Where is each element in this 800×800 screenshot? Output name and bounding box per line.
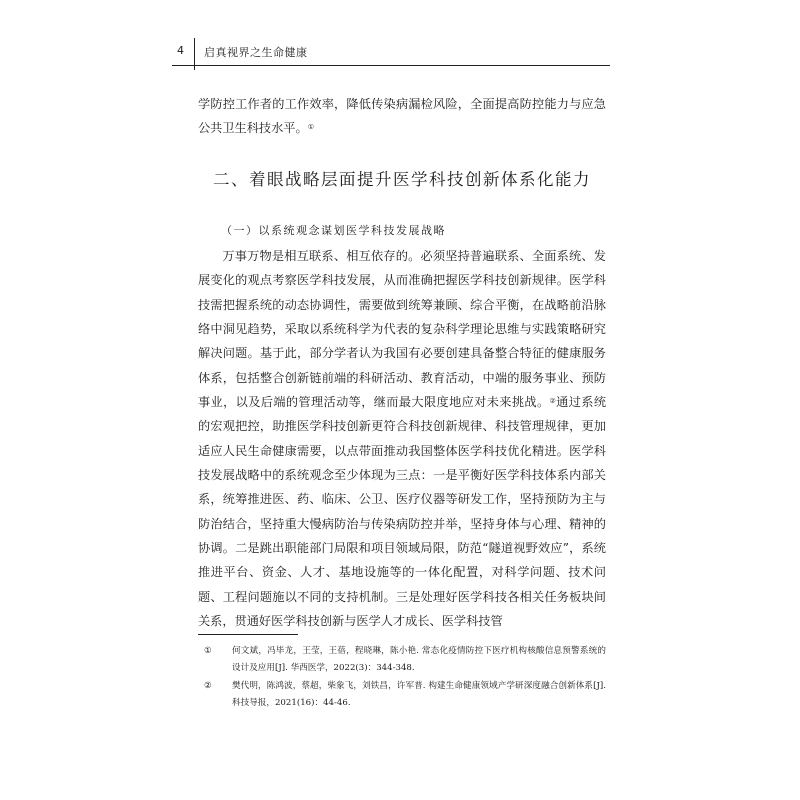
- page-number: 4: [177, 44, 184, 57]
- body-paragraph: [198, 244, 606, 634]
- footnote-rule: [198, 634, 298, 635]
- footnote-text: 樊代明，陈鸿波，蔡超，柴象飞，刘铁昌，许军普. 构建生命健康领域产学研深度融合创新体系[J]. 科技导报，2021(16)：44-46.: [232, 681, 606, 708]
- section-heading: 二、着眼战略层面提升医学科技创新体系化能力: [213, 170, 591, 189]
- intro-text: 学防控工作者的工作效率，降低传染病漏检风险，全面提高防控能力与应急公共卫生科技水平。: [198, 97, 606, 136]
- subsection-heading: （一）以系统观念谋划医学科技发展战略: [221, 224, 446, 237]
- running-title: 启真视界之生命健康: [204, 46, 308, 59]
- intro-paragraph: [198, 92, 606, 141]
- footnote-mark: ②: [204, 681, 212, 691]
- footnotes: [198, 643, 606, 713]
- footnote: [198, 678, 606, 711]
- footnote-text: 何文斌，冯毕龙，王莹，王蓓，程晓琳，陈小艳. 常态化疫情防控下医疗机构核酸信息预警系统的设计及应用[J]. 华西医学，2022(3)：344-348.: [232, 646, 606, 673]
- header-rule: [172, 65, 610, 66]
- body-text-2: 通过系统的宏观把控，助推医学科技创新更符合科技创新规律、科技管理规律，更加适应人民生命健康需要，以点带面推动我国整体医学科技优化精进。医学科技发展战略中的系统观念至少体现为三点：一是平衡好医学科技体系内部关系，统筹推进医、药、临床、公卫、医疗仪器等研发工作，坚持预防为主与防治结合，坚持重大慢病防治与传染病防控并举，坚持身体与心理、精神的协调。二是跳出职能部门局限和项目领域局限，防范“隧道视野效应”，系统推进平台、资金、人才、基地设施等的一体化配置，对科学问题、技术问题、工程问题施以不同的支持机制。三是处理好医学科技各相关任务板块间关系，贯通好医学科技创新与医学人才成长、医学科技管: [198, 395, 607, 629]
- footnote-ref-2: ②: [549, 397, 557, 406]
- footnote-mark: ①: [204, 646, 212, 656]
- running-header: [0, 0, 800, 70]
- body-text-1: 万事万物是相互联系、相互依存的。必须坚持普遍联系、全面系统、发展变化的观点考察医学科技发展，从而准确把握医学科技创新规律。医学科技需把握系统的动态协调性，需要做到统筹兼顾、综合平衡，在战略前沿脉络中洞见趋势，采取以系统科学为代表的复杂科学理论思维与实践策略研究解决问题。基于此，部分学者认为我国有必要创建具备整合特征的健康服务体系，包括整合创新链前端的科研活动、教育活动，中端的服务事业、预防事业，以及后端的管理活动等，继而最大限度地应对未来挑战。: [198, 249, 606, 410]
- footnote: [198, 643, 606, 676]
- footnote-ref-1: ①: [307, 123, 314, 132]
